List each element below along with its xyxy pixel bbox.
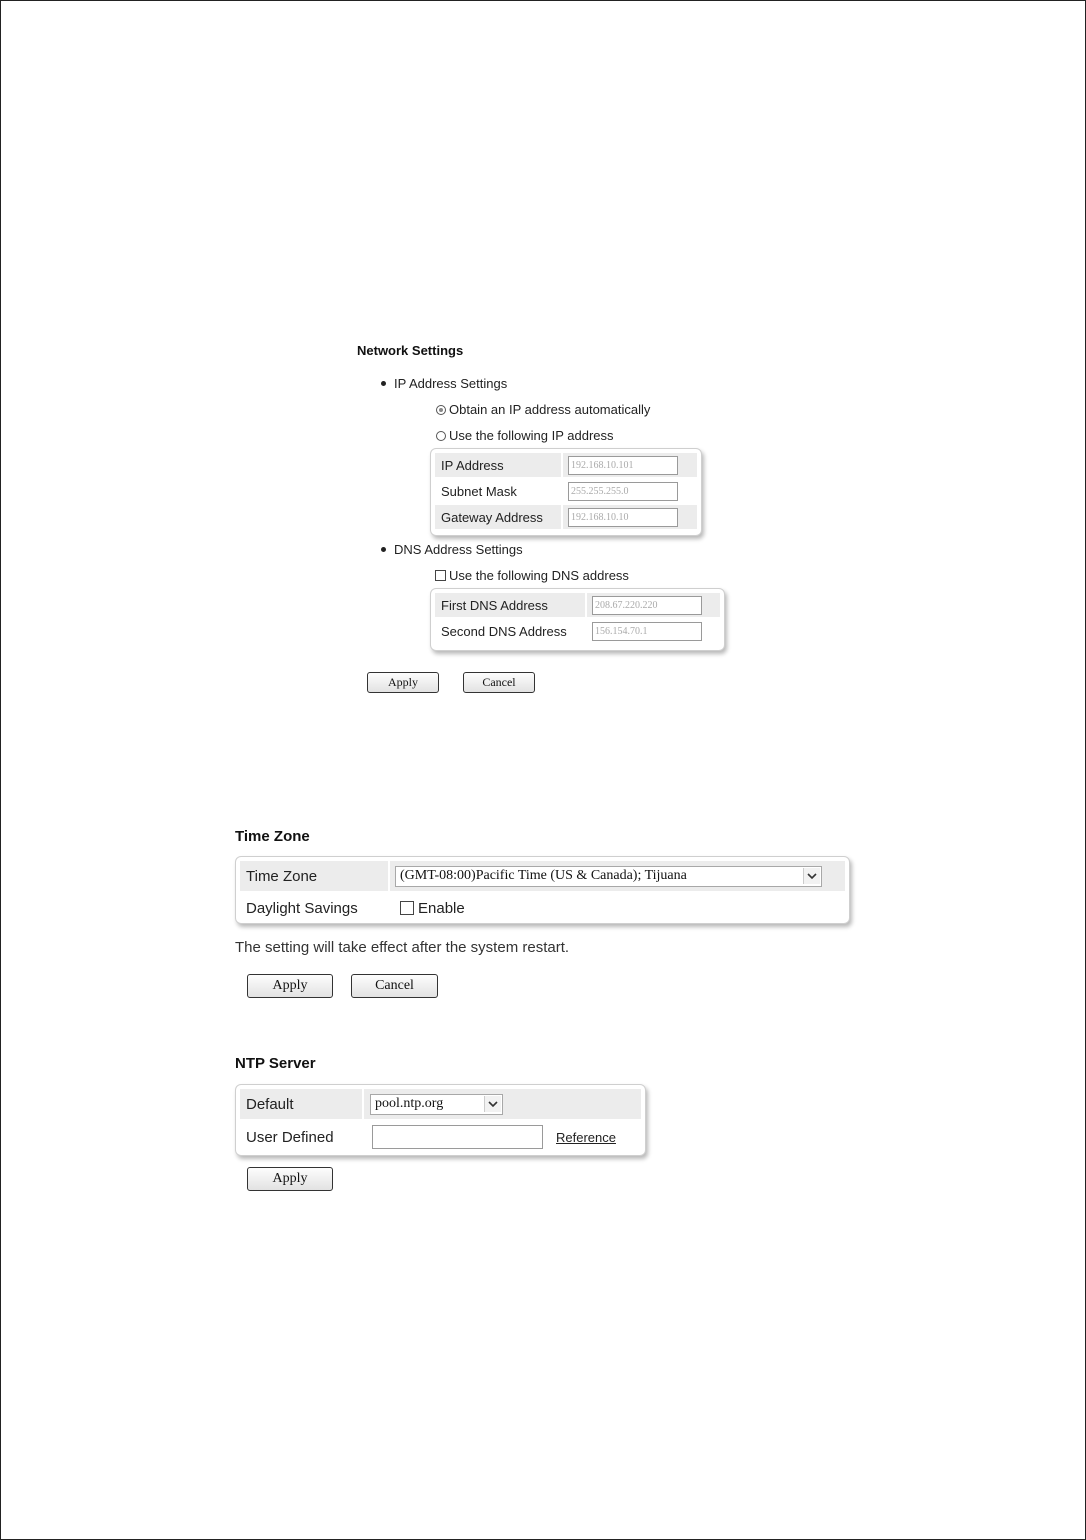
- network-apply-button[interactable]: Apply: [367, 672, 439, 693]
- ntp-server-panel: [235, 1084, 646, 1156]
- bullet-icon: [381, 381, 386, 386]
- ip-address-label: IP Address: [441, 457, 504, 473]
- first-dns-input[interactable]: 208.67.220.220: [592, 596, 702, 615]
- ntp-reference-link[interactable]: Reference: [556, 1129, 616, 1145]
- dns-manual-checkbox[interactable]: [435, 570, 446, 581]
- first-dns-row: [435, 593, 720, 617]
- gateway-address-row: [435, 505, 697, 529]
- ip-address-input[interactable]: 192.168.10.101: [568, 456, 678, 475]
- ntp-server-title: NTP Server: [235, 1055, 316, 1072]
- ip-settings-label: IP Address Settings: [394, 376, 508, 391]
- time-zone-panel: [235, 856, 850, 924]
- subnet-mask-row: [435, 479, 697, 503]
- ip-address-panel: [430, 448, 702, 536]
- chevron-down-icon: [803, 868, 820, 884]
- ip-auto-radio[interactable]: [436, 405, 446, 415]
- ntp-user-defined-row: [240, 1121, 641, 1153]
- gateway-address-input[interactable]: 192.168.10.10: [568, 508, 678, 527]
- first-dns-label: First DNS Address: [441, 597, 548, 613]
- dns-manual-option[interactable]: [435, 568, 629, 583]
- subnet-mask-input[interactable]: 255.255.255.0: [568, 482, 678, 501]
- daylight-savings-label: Daylight Savings: [246, 899, 358, 917]
- network-settings-title: Network Settings: [357, 343, 464, 358]
- ntp-default-label: Default: [246, 1095, 294, 1113]
- second-dns-input[interactable]: 156.154.70.1: [592, 622, 702, 641]
- daylight-savings-enable-label: Enable: [418, 899, 465, 917]
- time-zone-label: Time Zone: [246, 867, 318, 885]
- restart-note: The setting will take effect after the system restart.: [235, 939, 570, 956]
- ntp-apply-button[interactable]: Apply: [247, 1167, 333, 1191]
- ip-auto-option[interactable]: [436, 402, 650, 417]
- ntp-user-defined-input[interactable]: [372, 1125, 543, 1149]
- ip-settings-heading: [381, 376, 507, 391]
- ip-manual-option[interactable]: [436, 428, 614, 443]
- dns-settings-heading: [381, 542, 523, 557]
- ip-auto-label: Obtain an IP address automatically: [449, 402, 651, 417]
- ntp-default-row: [240, 1089, 641, 1119]
- ntp-default-select[interactable]: [370, 1094, 503, 1115]
- time-zone-selected: (GMT-08:00)Pacific Time (US & Canada); Tijuana: [400, 868, 687, 883]
- daylight-savings-row: [240, 893, 845, 923]
- chevron-down-icon: [484, 1096, 501, 1112]
- time-zone-row: [240, 861, 845, 891]
- ntp-default-selected: pool.ntp.org: [375, 1096, 444, 1111]
- daylight-savings-checkbox[interactable]: [400, 901, 414, 915]
- dns-manual-label: Use the following DNS address: [449, 568, 629, 583]
- dns-address-panel: [430, 588, 725, 651]
- bullet-icon: [381, 547, 386, 552]
- gateway-address-label: Gateway Address: [441, 509, 543, 525]
- ip-manual-label: Use the following IP address: [449, 428, 614, 443]
- time-zone-apply-button[interactable]: Apply: [247, 974, 333, 998]
- network-cancel-button[interactable]: Cancel: [463, 672, 535, 693]
- second-dns-row: [435, 619, 720, 643]
- subnet-mask-label: Subnet Mask: [441, 483, 517, 499]
- dns-settings-label: DNS Address Settings: [394, 542, 523, 557]
- time-zone-title: Time Zone: [235, 828, 310, 845]
- second-dns-label: Second DNS Address: [441, 623, 567, 639]
- daylight-savings-option[interactable]: [388, 893, 845, 923]
- time-zone-select[interactable]: [395, 866, 822, 887]
- ip-address-row: [435, 453, 697, 477]
- ip-manual-radio[interactable]: [436, 431, 446, 441]
- ntp-user-defined-label: User Defined: [246, 1128, 334, 1146]
- time-zone-cancel-button[interactable]: Cancel: [351, 974, 438, 998]
